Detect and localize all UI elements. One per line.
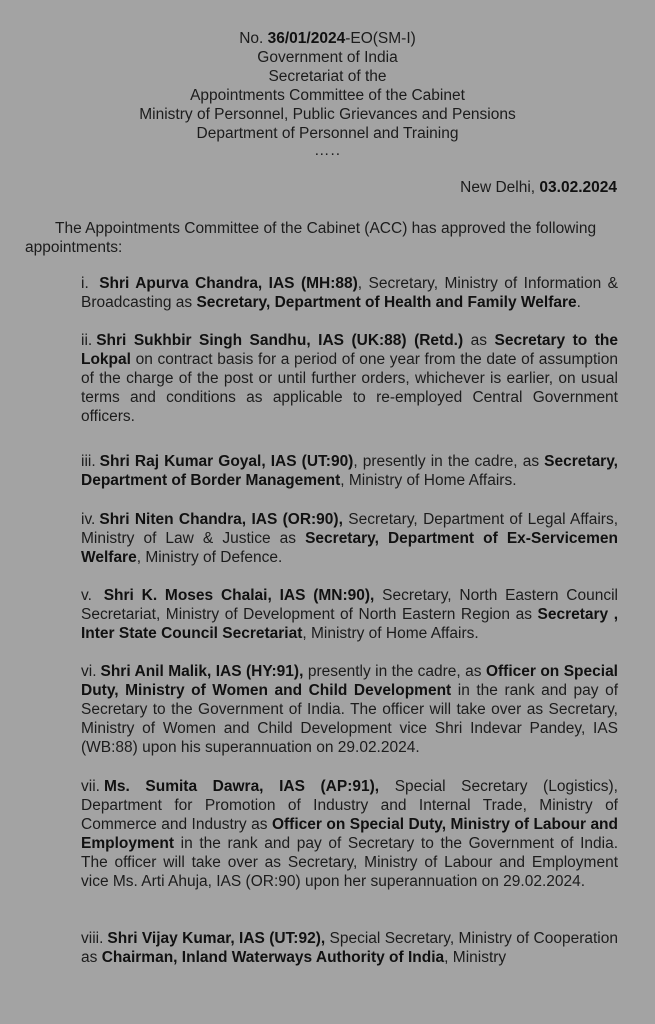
item-text: Special Secretary, Ministry of Cooperation as: [81, 930, 618, 966]
appointment-item: [81, 331, 618, 426]
item-text: presently in the cadre, as: [303, 663, 486, 680]
item-text: as: [463, 332, 495, 349]
item-number: iii.: [81, 453, 96, 470]
item-text: , presently in the cadre, as: [353, 453, 545, 470]
place-date: [460, 178, 617, 197]
item-bold-text: Secretary to the Lokpal: [81, 332, 618, 368]
appointment-item: [81, 452, 618, 490]
item-text: , Ministry of Home Affairs.: [302, 625, 479, 642]
item-text: .: [576, 294, 581, 311]
item-text: , Secretary, Ministry of Information & Broadcasting as: [81, 275, 618, 311]
item-bold-text: Shri Raj Kumar Goyal, IAS (UT:90): [99, 453, 354, 470]
item-bold-text: Shri Apurva Chandra, IAS (MH:88): [99, 275, 358, 292]
appointment-item: [81, 274, 618, 312]
intro-paragraph: The Appointments Committee of the Cabinet (ACC) has approved the following appointments:: [25, 220, 597, 256]
item-text: on contract basis for a period of one year from the date of assumption of the charge of the post or until further orders, whichever is earlier, on usual terms and conditions as applicable to re-employed Central Government officers.: [81, 351, 618, 425]
item-bold-text: Secretary, Department of Ex-Servicemen Welfare: [81, 530, 618, 566]
date: 03.02.2024: [539, 179, 617, 196]
appointment-item: [81, 777, 618, 891]
header-line-ministry: Ministry of Personnel, Public Grievances and Pensions: [139, 106, 516, 123]
item-bold-text: Ms. Sumita Dawra, IAS (AP:91),: [103, 778, 380, 795]
item-bold-text: Shri Sukhbir Singh Sandhu, IAS (UK:88) (Retd.): [96, 332, 464, 349]
header-line-secretariat: Secretariat of the: [268, 68, 387, 85]
item-text: in the rank and pay of Secretary to the Government of India. The officer will take over as Secretary, Ministry of Women and Child Development vice Shri Indevar Pandey, IAS (WB:88) upon his superannuation on 29.02.2024.: [81, 682, 618, 756]
item-bold-text: Secretary, Department of Border Management: [81, 453, 618, 489]
item-text: Secretary, Department of Legal Affairs, Ministry of Law & Justice as: [81, 511, 619, 547]
item-number: i.: [81, 275, 89, 292]
item-bold-text: Secretary , Inter State Council Secretariat: [81, 606, 619, 642]
item-bold-text: Officer on Special Duty, Ministry of Women and Child Development: [81, 663, 618, 699]
item-bold-text: Shri Vijay Kumar, IAS (UT:92),: [107, 930, 326, 947]
order-number-bold: 36/01/2024: [267, 30, 346, 47]
item-number: iv.: [81, 511, 96, 528]
item-number: v.: [81, 587, 92, 604]
item-number: vii.: [81, 778, 100, 795]
item-bold-text: Secretary, Department of Health and Family Welfare: [196, 294, 577, 311]
appointment-item: [81, 510, 618, 567]
appointment-item: [81, 586, 618, 643]
item-text: , Ministry of Defence.: [136, 549, 283, 566]
item-bold-text: Chairman, Inland Waterways Authority of India: [101, 949, 445, 966]
order-number-suffix: -EO(SM-I): [345, 30, 416, 47]
place: New Delhi,: [460, 179, 540, 196]
item-number: vi.: [81, 663, 97, 680]
item-bold-text: Officer on Special Duty, Ministry of Labour and Employment: [81, 816, 618, 852]
appointment-item: [81, 662, 618, 757]
header-line-government: Government of India: [257, 49, 398, 66]
header-separator-dots: …..: [313, 142, 342, 159]
item-bold-text: Shri Anil Malik, IAS (HY:91),: [100, 663, 304, 680]
item-text: in the rank and pay of Secretary to the Government of India. The officer will take over as Secretary, Ministry of Labour and Employment vice Ms. Arti Ahuja, IAS (OR:90) upon her superannuation on 29.02.2024.: [81, 835, 618, 890]
item-text: , Ministry of Home Affairs.: [340, 472, 517, 489]
item-number: viii.: [81, 930, 104, 947]
header-line-department: Department of Personnel and Training: [196, 125, 459, 142]
appointment-item: [81, 929, 618, 967]
item-text: , Ministry: [444, 949, 507, 966]
document-header: [0, 29, 655, 159]
order-number: [0, 29, 655, 48]
item-bold-text: Shri Niten Chandra, IAS (OR:90),: [99, 511, 343, 528]
item-number: ii.: [81, 332, 93, 349]
item-bold-text: Shri K. Moses Chalai, IAS (MN:90),: [103, 587, 375, 604]
header-line-acc: Appointments Committee of the Cabinet: [190, 87, 465, 104]
item-text: Secretary, North Eastern Council Secretariat, Ministry of Development of North Eastern Region as: [81, 587, 618, 623]
order-number-prefix: No.: [239, 30, 268, 47]
item-text: Special Secretary (Logistics), Department for Promotion of Industry and Internal Trade, Ministry of Commerce and Industry as: [81, 778, 618, 833]
